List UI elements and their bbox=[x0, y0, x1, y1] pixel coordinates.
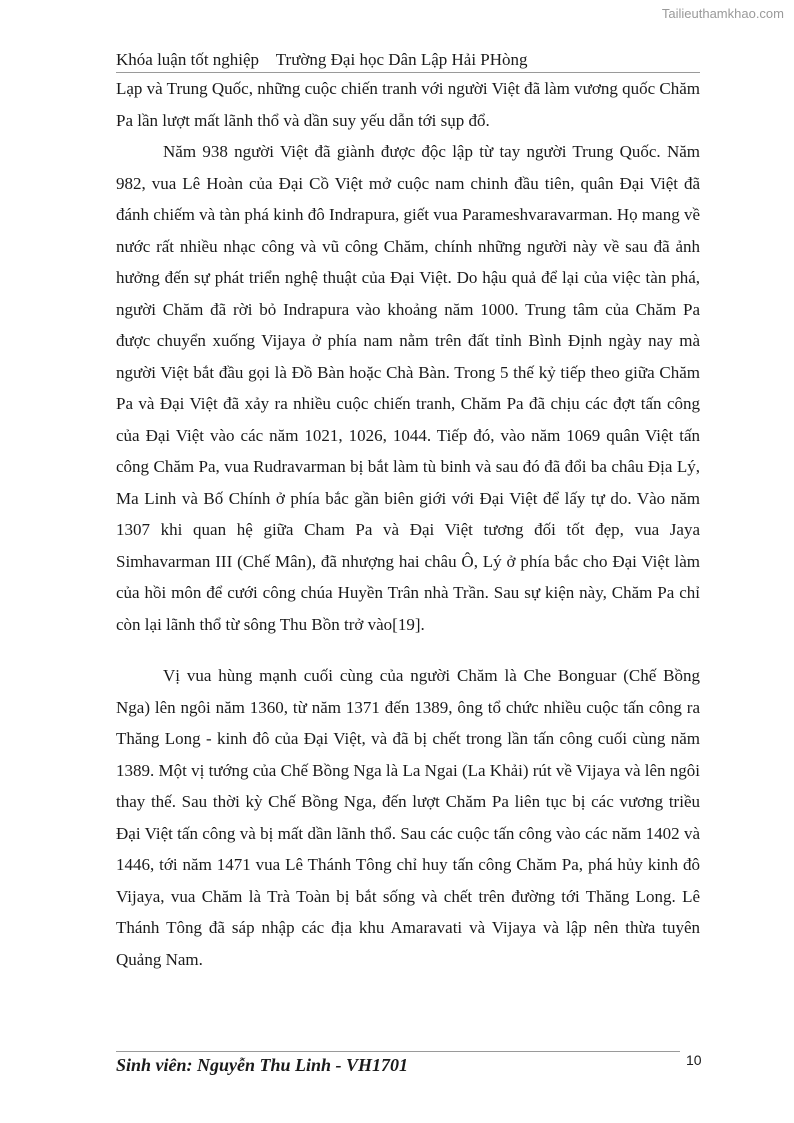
document-body bbox=[116, 73, 700, 975]
paragraph: Năm 938 người Việt đã giành được độc lập từ tay người Trung Quốc. Năm 982, vua Lê Hoàn của Đại Cồ Việt mở cuộc nam chinh đầu tiên, quân Đại Việt đã đánh chiếm và tàn phá kinh đô Indrapura, giết vua Parameshvaravarman. Họ mang về nước rất nhiều nhạc công và vũ công Chăm, chính những người này về sau đã ảnh hưởng đến sự phát triển nghệ thuật của Đại Việt. Do hậu quả để lại của việc tàn phá, người Chăm đã rời bỏ Indrapura vào khoảng năm 1000. Trung tâm của Chăm Pa được chuyển xuống Vijaya ở phía nam nằm trên đất tỉnh Bình Định ngày nay mà người Việt bắt đầu gọi là Đồ Bàn hoặc Chà Bàn. Trong 5 thế kỷ tiếp theo giữa Chăm Pa và Đại Việt đã xảy ra nhiều cuộc chiến tranh, Chăm Pa đã chịu các đợt tấn công của Đại Việt vào các năm 1021, 1026, 1044. Tiếp đó, vào năm 1069 quân Việt tấn công Chăm Pa, vua Rudravarman bị bắt làm tù binh và sau đó đã đổi ba châu Địa Lý, Ma Linh và Bố Chính ở phía bắc gần biên giới với Đại Việt để lấy tự do. Vào năm 1307 khi quan hệ giữa Cham Pa và Đại Việt tương đối tốt đẹp, vua Jaya Simhavarman III (Chế Mân), đã nhượng hai châu Ô, Lý ở phía bắc cho Đại Việt làm của hồi môn để cưới công chúa Huyền Trân nhà Trần. Sau sự kiện này, Chăm Pa chỉ còn lại lãnh thổ từ sông Thu Bồn trở vào[19]. bbox=[116, 142, 700, 634]
page-header: Khóa luận tốt nghiệp Trường Đại học Dân Lập Hải PHòng bbox=[116, 50, 700, 73]
footer-student-name: Sinh viên: Nguyễn Thu Linh - VH1701 bbox=[116, 1055, 409, 1075]
footer-divider bbox=[116, 1051, 680, 1052]
page-number: 10 bbox=[686, 1052, 702, 1068]
watermark: Tailieuthamkhao.com bbox=[661, 6, 784, 21]
paragraph: Vị vua hùng mạnh cuối cùng của người Chăm là Che Bonguar (Chế Bồng Nga) lên ngôi năm 1360, từ năm 1371 đến 1389, ông tổ chức nhiều cuộc tấn công ra Thăng Long - kinh đô của Đại Việt, và đã bị chết trong lần tấn công cuối cùng năm 1389. Một vị tướng của Chế Bồng Nga là La Ngai (La Khải) rút về Vijaya và lên ngôi thay thế. Sau thời kỳ Chế Bồng Nga, đến lượt Chăm Pa liên tục bị các vương triều Đại Việt tấn công và bị mất dần lãnh thổ. Sau các cuộc tấn công vào các năm 1402 và 1446, tới năm 1471 vua Lê Thánh Tông chỉ huy tấn công Chăm Pa, phá hủy kinh đô Vijaya, vua Chăm là Trà Toàn bị bắt sống và chết trên đường tới Thăng Long. Lê Thánh Tông đã sáp nhập các địa khu Amaravati và Vijaya và lập nên thừa tuyên Quảng Nam. bbox=[116, 666, 700, 969]
paragraph-continuation: Lạp và Trung Quốc, những cuộc chiến tranh với người Việt đã làm vương quốc Chăm Pa lần lượt mất lãnh thổ và dần suy yếu dẫn tới sụp đổ. bbox=[116, 79, 700, 130]
